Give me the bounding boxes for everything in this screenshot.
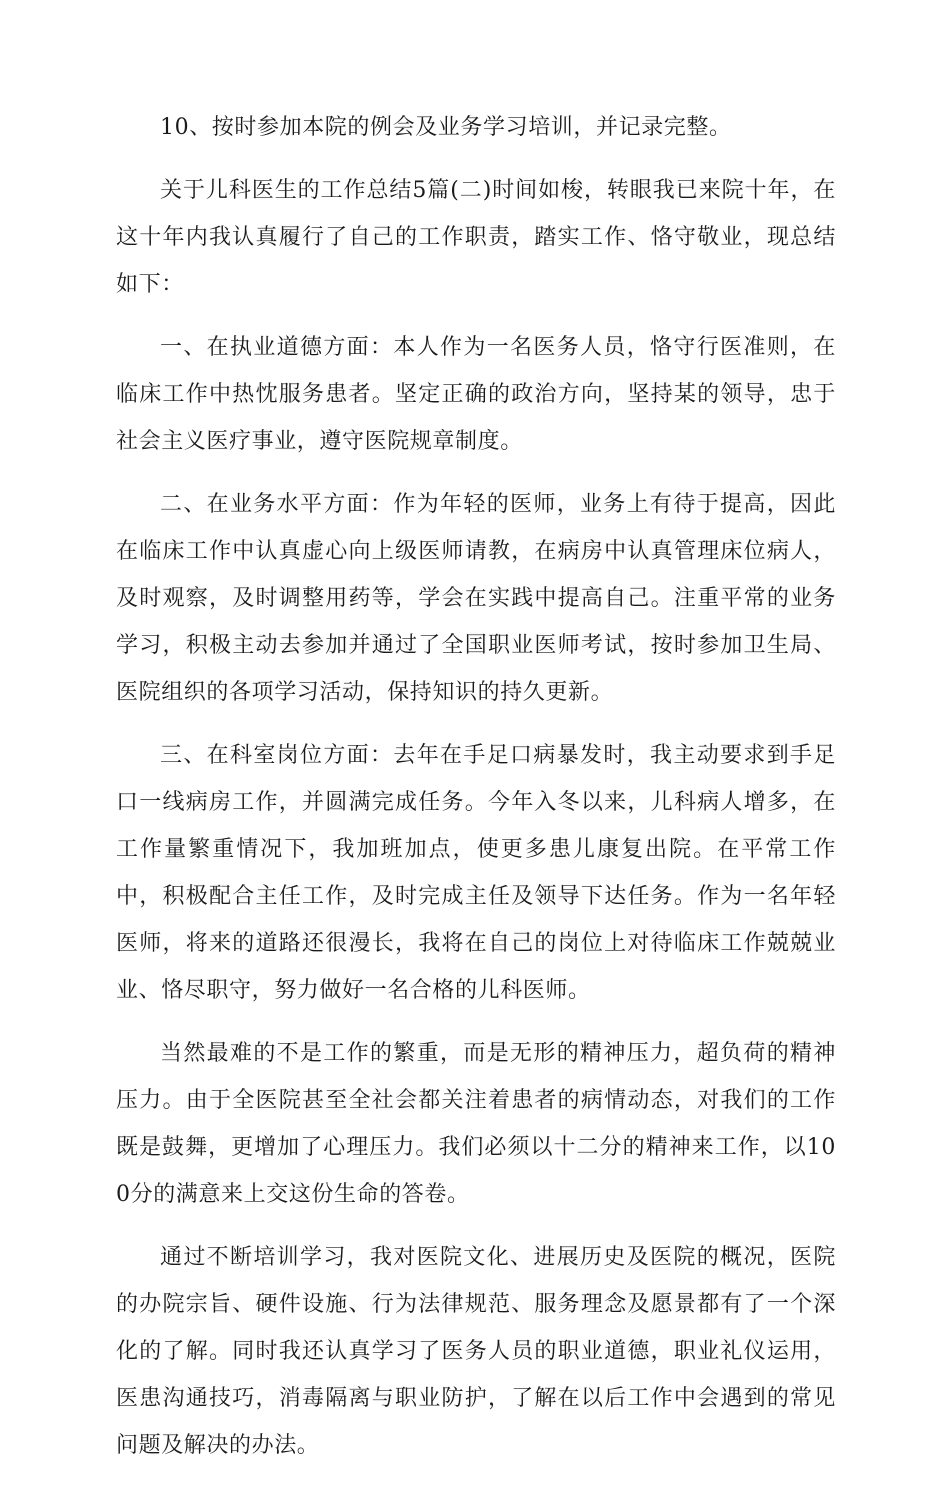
- document-body: [116, 104, 836, 1485]
- paragraph-item-10: 10、按时参加本院的例会及业务学习培训，并记录完整。: [160, 115, 732, 140]
- paragraph-ethics: 一、在执业道德方面：本人作为一名医务人员，恪守行医准则，在临床工作中热忱服务患者。坚定正确的政治方向，坚持某的领导，忠于社会主义医疗事业，遵守医院规章制度。: [116, 335, 836, 454]
- paragraph-pressure: 当然最难的不是工作的繁重，而是无形的精神压力，超负荷的精神压力。由于全医院甚至全社会都关注着患者的病情动态，对我们的工作既是鼓舞，更增加了心理压力。我们必须以十二分的精神来工作，以100分的满意来上交这份生命的答卷。: [116, 1041, 836, 1207]
- paragraph-intro: 关于儿科医生的工作总结5篇(二)时间如梭，转眼我已来院十年，在这十年内我认真履行了自己的工作职责，踏实工作、恪守敬业，现总结如下：: [116, 178, 836, 297]
- paragraph-training: 通过不断培训学习，我对医院文化、进展历史及医院的概况，医院的办院宗旨、硬件设施、行为法律规范、服务理念及愿景都有了一个深化的了解。同时我还认真学习了医务人员的职业道德，职业礼仪运用，医患沟通技巧，消毒隔离与职业防护，了解在以后工作中会遇到的常见问题及解决的办法。: [116, 1245, 836, 1458]
- paragraph-professional-level: 二、在业务水平方面：作为年轻的医师，业务上有待于提高，因此在临床工作中认真虚心向上级医师请教，在病房中认真管理床位病人，及时观察，及时调整用药等，学会在实践中提高自己。注重平常的业务学习，积极主动去参加并通过了全国职业医师考试，按时参加卫生局、医院组织的各项学习活动，保持知识的持久更新。: [116, 492, 836, 705]
- paragraph-department-post: 三、在科室岗位方面：去年在手足口病暴发时，我主动要求到手足口一线病房工作，并圆满完成任务。今年入冬以来，儿科病人增多，在工作量繁重情况下，我加班加点，使更多患儿康复出院。在平常工作中，积极配合主任工作，及时完成主任及领导下达任务。作为一名年轻医师，将来的道路还很漫长，我将在自己的岗位上对待临床工作兢兢业业、恪尽职守，努力做好一名合格的儿科医师。: [116, 743, 836, 1003]
